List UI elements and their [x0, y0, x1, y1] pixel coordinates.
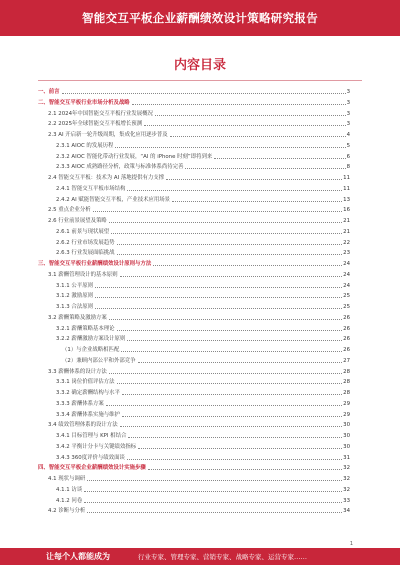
toc-entry-title: 3.3.1 岗位价值评估方法 [56, 379, 115, 386]
toc-entry-title: 4.1 现状与调研 [48, 476, 86, 482]
toc-entry-page: 13 [343, 196, 350, 203]
toc-leader-dots [62, 93, 346, 94]
toc-entry[interactable] [56, 141, 350, 149]
toc-leader-dots [155, 115, 346, 116]
toc-entry[interactable] [48, 109, 350, 117]
toc-entry[interactable] [56, 442, 350, 450]
footer-slogan: 让每个人都能成为 [46, 552, 110, 561]
toc-entry[interactable] [56, 227, 350, 235]
toc-entry-page: 30 [343, 443, 350, 450]
toc-entry-page: 27 [343, 357, 350, 364]
toc-entry-page: 30 [343, 433, 350, 439]
toc-entry-title: 2.4.2 AI 赋能智能交互平板，产业技术应用场景 [56, 196, 171, 203]
toc-entry-page: 29 [343, 411, 350, 418]
toc-entry-title: 2.6.1 前景与现状展望 [56, 228, 110, 235]
toc-entry-page: 26 [343, 347, 350, 353]
toc-entry-title: 3.1.2 激励原则 [56, 293, 93, 300]
toc-entry[interactable] [38, 463, 350, 471]
toc-entry[interactable] [56, 399, 350, 407]
toc-entry[interactable] [48, 420, 350, 428]
toc-entry-page: 24 [343, 282, 350, 289]
toc-entry-title: 3.4.1 目标管理与 KPI 相结合 [56, 433, 127, 439]
toc-entry-title: 2.3.3 AIOC 成熟路径分析，政策与标准体系尚待完善 [56, 164, 184, 171]
toc-entry-page: 28 [343, 368, 350, 375]
report-title: 智能交互平板企业薪酬绩效设计策略研究报告 [82, 11, 318, 25]
toc-entry-page: 3 [346, 110, 350, 117]
toc-leader-dots [95, 308, 342, 309]
toc-entry-page: 11 [343, 185, 350, 192]
toc-entry-title: 2.4.1 智能交互平板市场结构 [56, 185, 126, 192]
toc-entry-title: 3.2 薪酬策略及激励方案 [48, 314, 107, 321]
toc-entry-title: 2.2 2025年全球智能交互平板增长预测 [48, 121, 143, 128]
toc-entry[interactable] [56, 377, 350, 385]
toc-entry[interactable] [62, 356, 350, 364]
toc-leader-dots [120, 426, 343, 427]
toc-leader-dots [87, 512, 342, 513]
toc-entry-title: （1）与企业战略相匹配 [62, 347, 120, 353]
toc-entry-title: 3.4.2 平衡计分卡与关键绩效指标 [56, 443, 137, 450]
toc-entry-page: 16 [343, 207, 350, 214]
toc-leader-dots [87, 480, 342, 481]
toc-leader-dots [117, 244, 343, 245]
toc-entry[interactable] [48, 270, 350, 278]
toc-leader-dots [120, 276, 343, 277]
toc-leader-dots [95, 297, 342, 298]
toc-leader-dots [111, 233, 342, 234]
toc-entry[interactable] [48, 313, 350, 321]
toc-leader-dots [117, 383, 343, 384]
toc-entry-title: 2.3.2 AIOC 智能化带动行业发展，“AI 的 iPhone 时刻”即将到来 [56, 153, 213, 160]
toc-entry-page: 6 [346, 153, 350, 160]
toc-leader-dots [166, 179, 342, 180]
toc-entry-title: 3.3.4 薪酬体系实施与维护 [56, 411, 120, 418]
page-number: 1 [349, 541, 353, 547]
toc-leader-dots [95, 287, 342, 288]
toc-entry-title: 2.1 2024年中国智能交互平板行业发展概况 [48, 110, 153, 117]
toc-entry-page: 3 [346, 89, 350, 95]
toc-entry[interactable] [48, 173, 350, 181]
toc-entry[interactable] [48, 119, 350, 127]
toc-entry-title: 3.3.3 薪酬体系方案 [56, 400, 104, 407]
toc-entry-title: 4.2 诊断与分析 [48, 508, 86, 515]
toc-leader-dots [122, 416, 342, 417]
toc-entry-page: 30 [343, 422, 350, 429]
toc-leader-dots [115, 147, 345, 148]
toc-leader-dots [127, 459, 342, 460]
toc-entry[interactable] [38, 87, 350, 95]
toc-entry[interactable] [56, 152, 350, 160]
toc-entry-page: 31 [343, 454, 350, 461]
toc-leader-dots [144, 125, 345, 126]
toc-entry[interactable] [56, 162, 350, 170]
toc-entry-title: 3.1 薪酬管理设计的基本原则 [48, 271, 118, 278]
toc-leader-dots [109, 319, 342, 320]
header-banner [0, 0, 400, 36]
toc-leader-dots [117, 254, 343, 255]
toc-entry-page: 32 [343, 486, 350, 493]
toc-leader-dots [84, 502, 342, 503]
toc-leader-dots [185, 168, 345, 169]
toc-entry[interactable] [56, 388, 350, 396]
toc-leader-dots [148, 469, 342, 470]
toc-leader-dots [214, 158, 345, 159]
toc-entry-title: 3.4 绩效管理体系的设计方法 [48, 422, 118, 429]
toc-entry-title: 3.3 薪酬体系的设计方法 [48, 368, 107, 375]
toc-entry-title: 3.2.1 薪酬策略基本理论 [56, 325, 115, 332]
toc-leader-dots [138, 448, 342, 449]
toc-entry-title: 3.4.3 360度评价与绩效面谈 [56, 454, 125, 461]
toc-entry-title: 3.1.1 公平原则 [56, 282, 93, 289]
toc-entry[interactable] [56, 248, 350, 256]
toc-leader-dots [170, 136, 346, 137]
toc-entry[interactable] [56, 184, 350, 192]
toc-entry[interactable] [62, 345, 350, 353]
toc-entry[interactable] [56, 291, 350, 299]
toc-leader-dots [109, 222, 342, 223]
toc-entry[interactable] [56, 238, 350, 246]
toc-entry[interactable] [56, 453, 350, 461]
toc-leader-dots [109, 373, 342, 374]
toc-entry-page: 25 [343, 293, 350, 300]
toc-entry-page: 3 [346, 99, 350, 106]
toc-entry-title: （2）兼顾内部公平和外部竞争 [62, 357, 136, 364]
toc-entry-page: 29 [343, 400, 350, 407]
toc-entry-title: 3.1.3 合法原则 [56, 304, 93, 310]
toc-entry[interactable] [38, 259, 350, 267]
toc-leader-dots [132, 104, 346, 105]
toc-entry-page: 21 [343, 218, 350, 224]
toc-entry[interactable] [48, 216, 350, 224]
toc-title: 内容目录 [173, 58, 226, 73]
toc-leader-dots [172, 201, 342, 202]
toc-leader-dots [121, 351, 342, 352]
toc-entry-title: 4.1.2 问卷 [56, 497, 83, 504]
toc-entry-title: 三、智能交互平板行业薪酬绩效设计原则与方法 [38, 261, 152, 267]
toc-leader-dots [84, 491, 342, 492]
toc-entry-page: 5 [346, 142, 350, 149]
toc-entry-title: 2.3.1 AIOC 的发展历程 [56, 142, 114, 149]
toc-entry[interactable] [56, 485, 350, 493]
toc-leader-dots [117, 330, 343, 331]
toc-entry-page: 3 [346, 121, 350, 128]
toc-entry[interactable] [56, 302, 350, 310]
toc-entry-page: 21 [343, 228, 350, 235]
toc-entry-title: 四、智能交互平板企业薪酬绩效设计实施步骤 [38, 465, 146, 472]
toc-entry-page: 11 [343, 175, 350, 181]
toc-leader-dots [153, 265, 342, 266]
toc-entry-page: 26 [343, 314, 350, 321]
toc-entry-page: 33 [343, 497, 350, 504]
toc-entry-page: 24 [343, 271, 350, 278]
toc-entry-page: 4 [346, 132, 350, 138]
toc-entry-page: 32 [343, 465, 350, 472]
toc-entry[interactable] [56, 496, 350, 504]
toc-entry[interactable] [56, 324, 350, 332]
toc-leader-dots [128, 437, 342, 438]
toc-entry[interactable] [56, 281, 350, 289]
toc-entry[interactable] [48, 367, 350, 375]
toc-divider [38, 80, 362, 81]
toc-entry[interactable] [48, 474, 350, 482]
toc-leader-dots [127, 340, 342, 341]
toc-entry[interactable] [38, 98, 350, 106]
toc-entry-title: 2.6.3 行业发展面临挑战 [56, 250, 115, 257]
toc-entry[interactable] [56, 334, 350, 342]
toc-entry[interactable] [48, 506, 350, 514]
toc-entry-title: 3.2.2 薪酬激励方案设计原则 [56, 336, 126, 343]
toc-entry-title: 2.5 重点企业分析 [48, 207, 91, 214]
toc-leader-dots [106, 405, 342, 406]
toc-leader-dots [93, 211, 343, 212]
toc-entry[interactable] [56, 431, 350, 439]
toc-entry-page: 25 [343, 304, 350, 310]
toc-entry-title: 4.1.1 访谈 [56, 486, 83, 493]
toc-entry-page: 22 [343, 239, 350, 246]
toc-entry-page: 34 [343, 508, 350, 515]
footer-tagline: 行业专家、管理专家、营销专家、战略专家、运营专家…… [138, 553, 307, 561]
toc-entry-page: 28 [343, 390, 350, 396]
toc-leader-dots [138, 362, 343, 363]
toc-leader-dots [122, 394, 342, 395]
toc-entry[interactable] [56, 410, 350, 418]
toc-leader-dots [127, 190, 342, 191]
toc-entry-title: 2.3 AI 开启新一轮升级周期，集成化应用逐步普及 [48, 132, 168, 138]
toc-entry-page: 23 [343, 250, 350, 257]
toc-entry-title: 一、前言 [38, 89, 60, 95]
toc-entry-page: 24 [343, 261, 350, 267]
toc-entry-page: 8 [346, 164, 350, 171]
toc-entry-page: 28 [343, 379, 350, 386]
footer-banner [0, 548, 400, 565]
toc-entry-title: 2.6.2 行业市场发展趋势 [56, 239, 115, 246]
toc-entry-page: 32 [343, 476, 350, 482]
toc-entry[interactable] [48, 205, 350, 213]
toc-entry-page: 26 [343, 336, 350, 343]
toc-entry-page: 26 [343, 325, 350, 332]
toc-entry-title: 2.4 智能交互平板：技术为 AI 落地提供有力支撑 [48, 175, 165, 181]
toc-entry[interactable] [48, 130, 350, 138]
toc-entry-title: 2.6 行业前景展望及策略 [48, 218, 107, 224]
toc-entry[interactable] [56, 195, 350, 203]
toc-entry-title: 二、智能交互平板行业市场分析及战略 [38, 99, 130, 106]
toc-entry-title: 3.3.2 确定薪酬结构与水平 [56, 390, 120, 396]
